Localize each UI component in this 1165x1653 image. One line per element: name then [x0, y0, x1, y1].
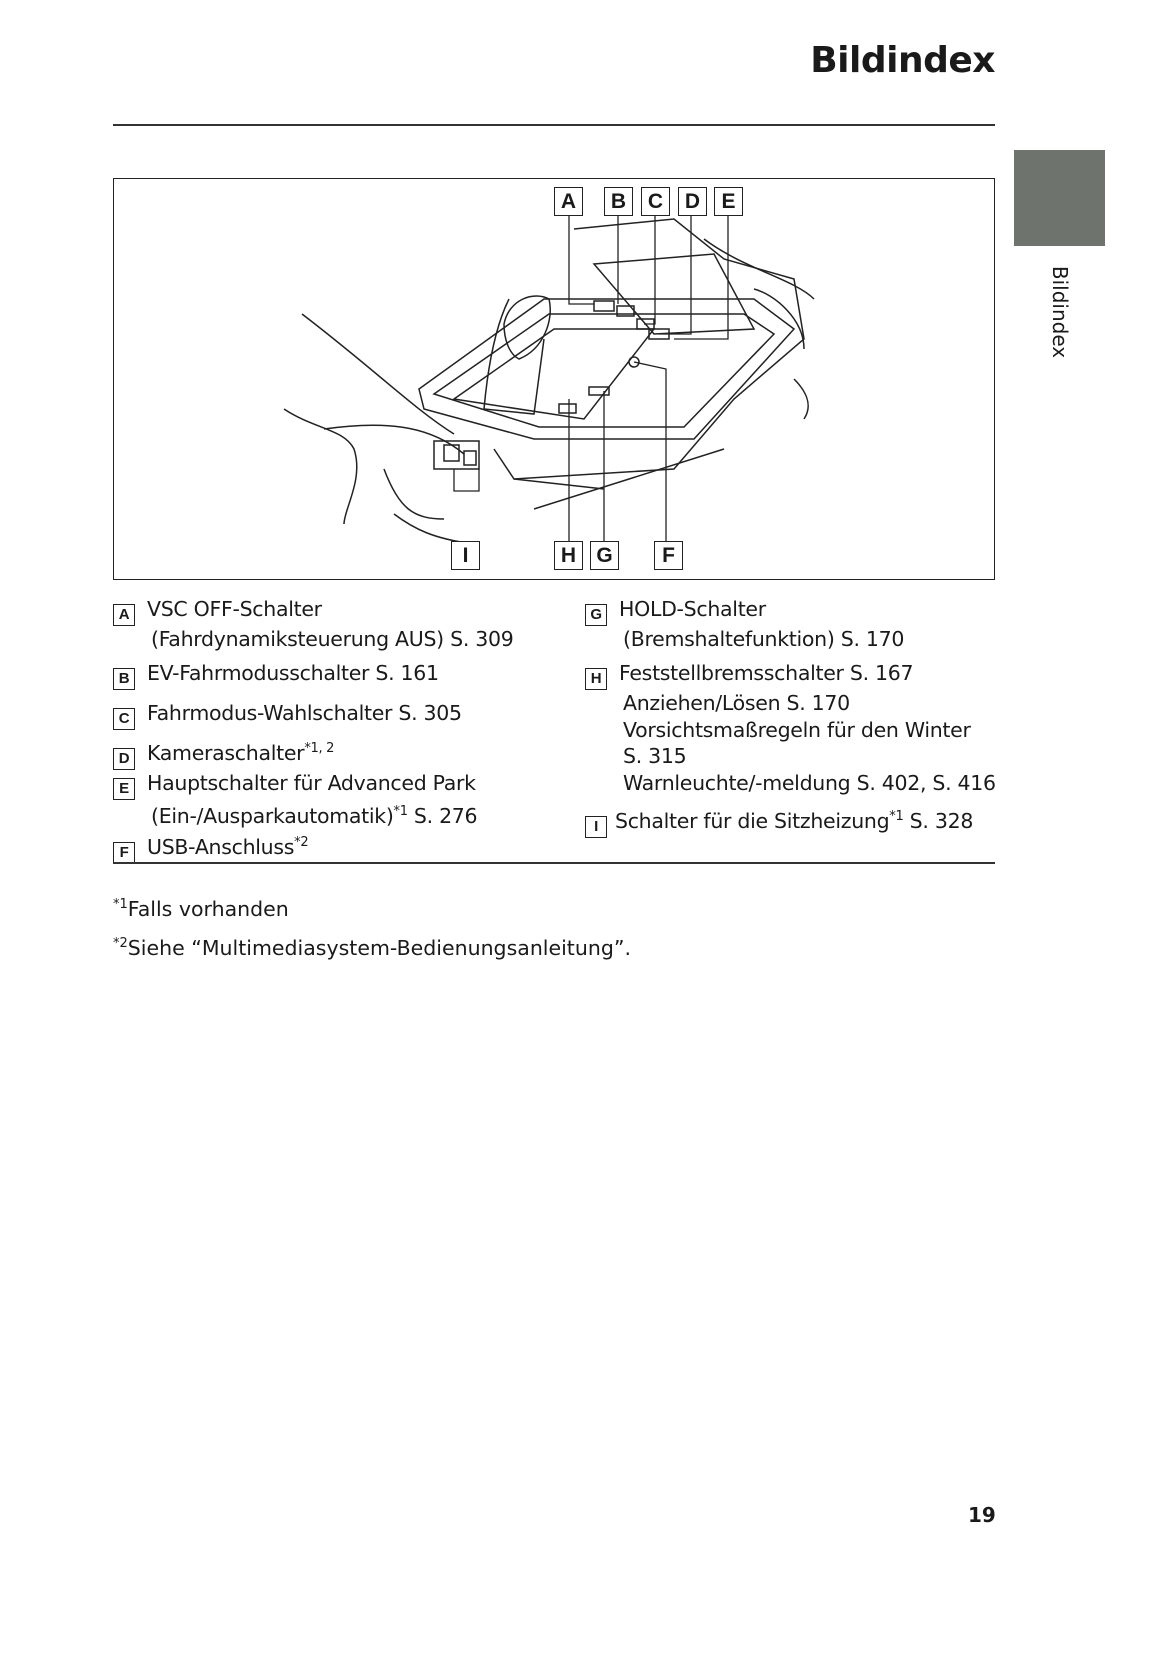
legend-text: S. 276 [407, 803, 478, 828]
footnote-ref: *1 [393, 804, 408, 819]
legend-text: (Bremshaltefunktion) S. 170 [623, 627, 905, 651]
legend-text: (Ein-/Ausparkautomatik) [151, 803, 394, 828]
legend-text: Feststellbremsschalter S. 167 [619, 661, 914, 685]
callout-f: F [654, 541, 683, 570]
legend-text: Warnleuchte/-meldung S. 402, S. 416 [623, 770, 996, 795]
header-divider [113, 124, 995, 126]
callout-b: B [604, 187, 633, 216]
legend-divider [113, 862, 995, 864]
legend-key: E [113, 778, 135, 800]
footnote-mark: *1 [113, 897, 128, 913]
legend-item-d [113, 736, 334, 770]
legend-text: Anziehen/Lösen S. 170 [623, 691, 850, 715]
legend-item-f [113, 830, 308, 864]
callout-a: A [554, 187, 583, 216]
footnote-ref: *2 [294, 835, 309, 850]
legend-key: H [585, 668, 607, 690]
callout-c: C [641, 187, 670, 216]
footnote-text: Falls vorhanden [127, 897, 289, 921]
legend-key: I [585, 816, 607, 838]
legend-key: F [113, 842, 135, 864]
footnote-text: Siehe “Multimediasystem-Bedienungsanleitung”. [127, 936, 631, 960]
footnote-mark: *2 [113, 936, 128, 952]
legend-text: HOLD-Schalter [619, 597, 766, 621]
footnote-1 [113, 897, 289, 921]
legend-text: Fahrmodus-Wahlschalter S. 305 [147, 701, 462, 725]
callout-i: I [451, 541, 480, 570]
footnote-2 [113, 936, 631, 960]
page-title: Bildindex [810, 40, 995, 81]
legend-text: Schalter für die Sitzheizung [615, 808, 890, 833]
legend-item-a [113, 596, 513, 653]
legend-item-i [585, 804, 973, 838]
legend-text: VSC OFF-Schalter [147, 597, 322, 621]
legend-item-e [113, 772, 477, 828]
legend-item-b [113, 660, 439, 690]
section-tab [1014, 150, 1105, 246]
legend-key: D [113, 748, 135, 770]
legend-text: USB-Anschluss [147, 834, 295, 859]
callout-d: D [678, 187, 707, 216]
legend-text: Vorsichtsmaßregeln für den Winter [623, 717, 971, 742]
legend-text: S. 328 [903, 808, 974, 833]
legend-key: C [113, 708, 135, 730]
console-illustration [113, 178, 995, 580]
legend-text: EV-Fahrmodusschalter S. 161 [147, 661, 439, 685]
page-number: 19 [968, 1503, 996, 1527]
legend-key: A [113, 604, 135, 626]
legend-text: Hauptschalter für Advanced Park [147, 771, 476, 795]
section-tab-label: Bildindex [1048, 265, 1072, 359]
legend-key: G [585, 604, 607, 626]
legend-item-g [585, 596, 904, 653]
legend-text: S. 315 [623, 744, 687, 768]
legend-text: Kameraschalter [147, 740, 305, 765]
footnote-ref: *1, 2 [304, 741, 335, 756]
legend-item-h [585, 660, 996, 796]
legend-text: (Fahrdynamiksteuerung AUS) S. 309 [151, 627, 514, 651]
footnote-ref: *1 [889, 809, 904, 824]
callout-e: E [714, 187, 743, 216]
legend-item-c [113, 700, 462, 730]
callout-g: G [590, 541, 619, 570]
callout-h: H [554, 541, 583, 570]
legend-key: B [113, 668, 135, 690]
console-drawing [114, 179, 994, 579]
